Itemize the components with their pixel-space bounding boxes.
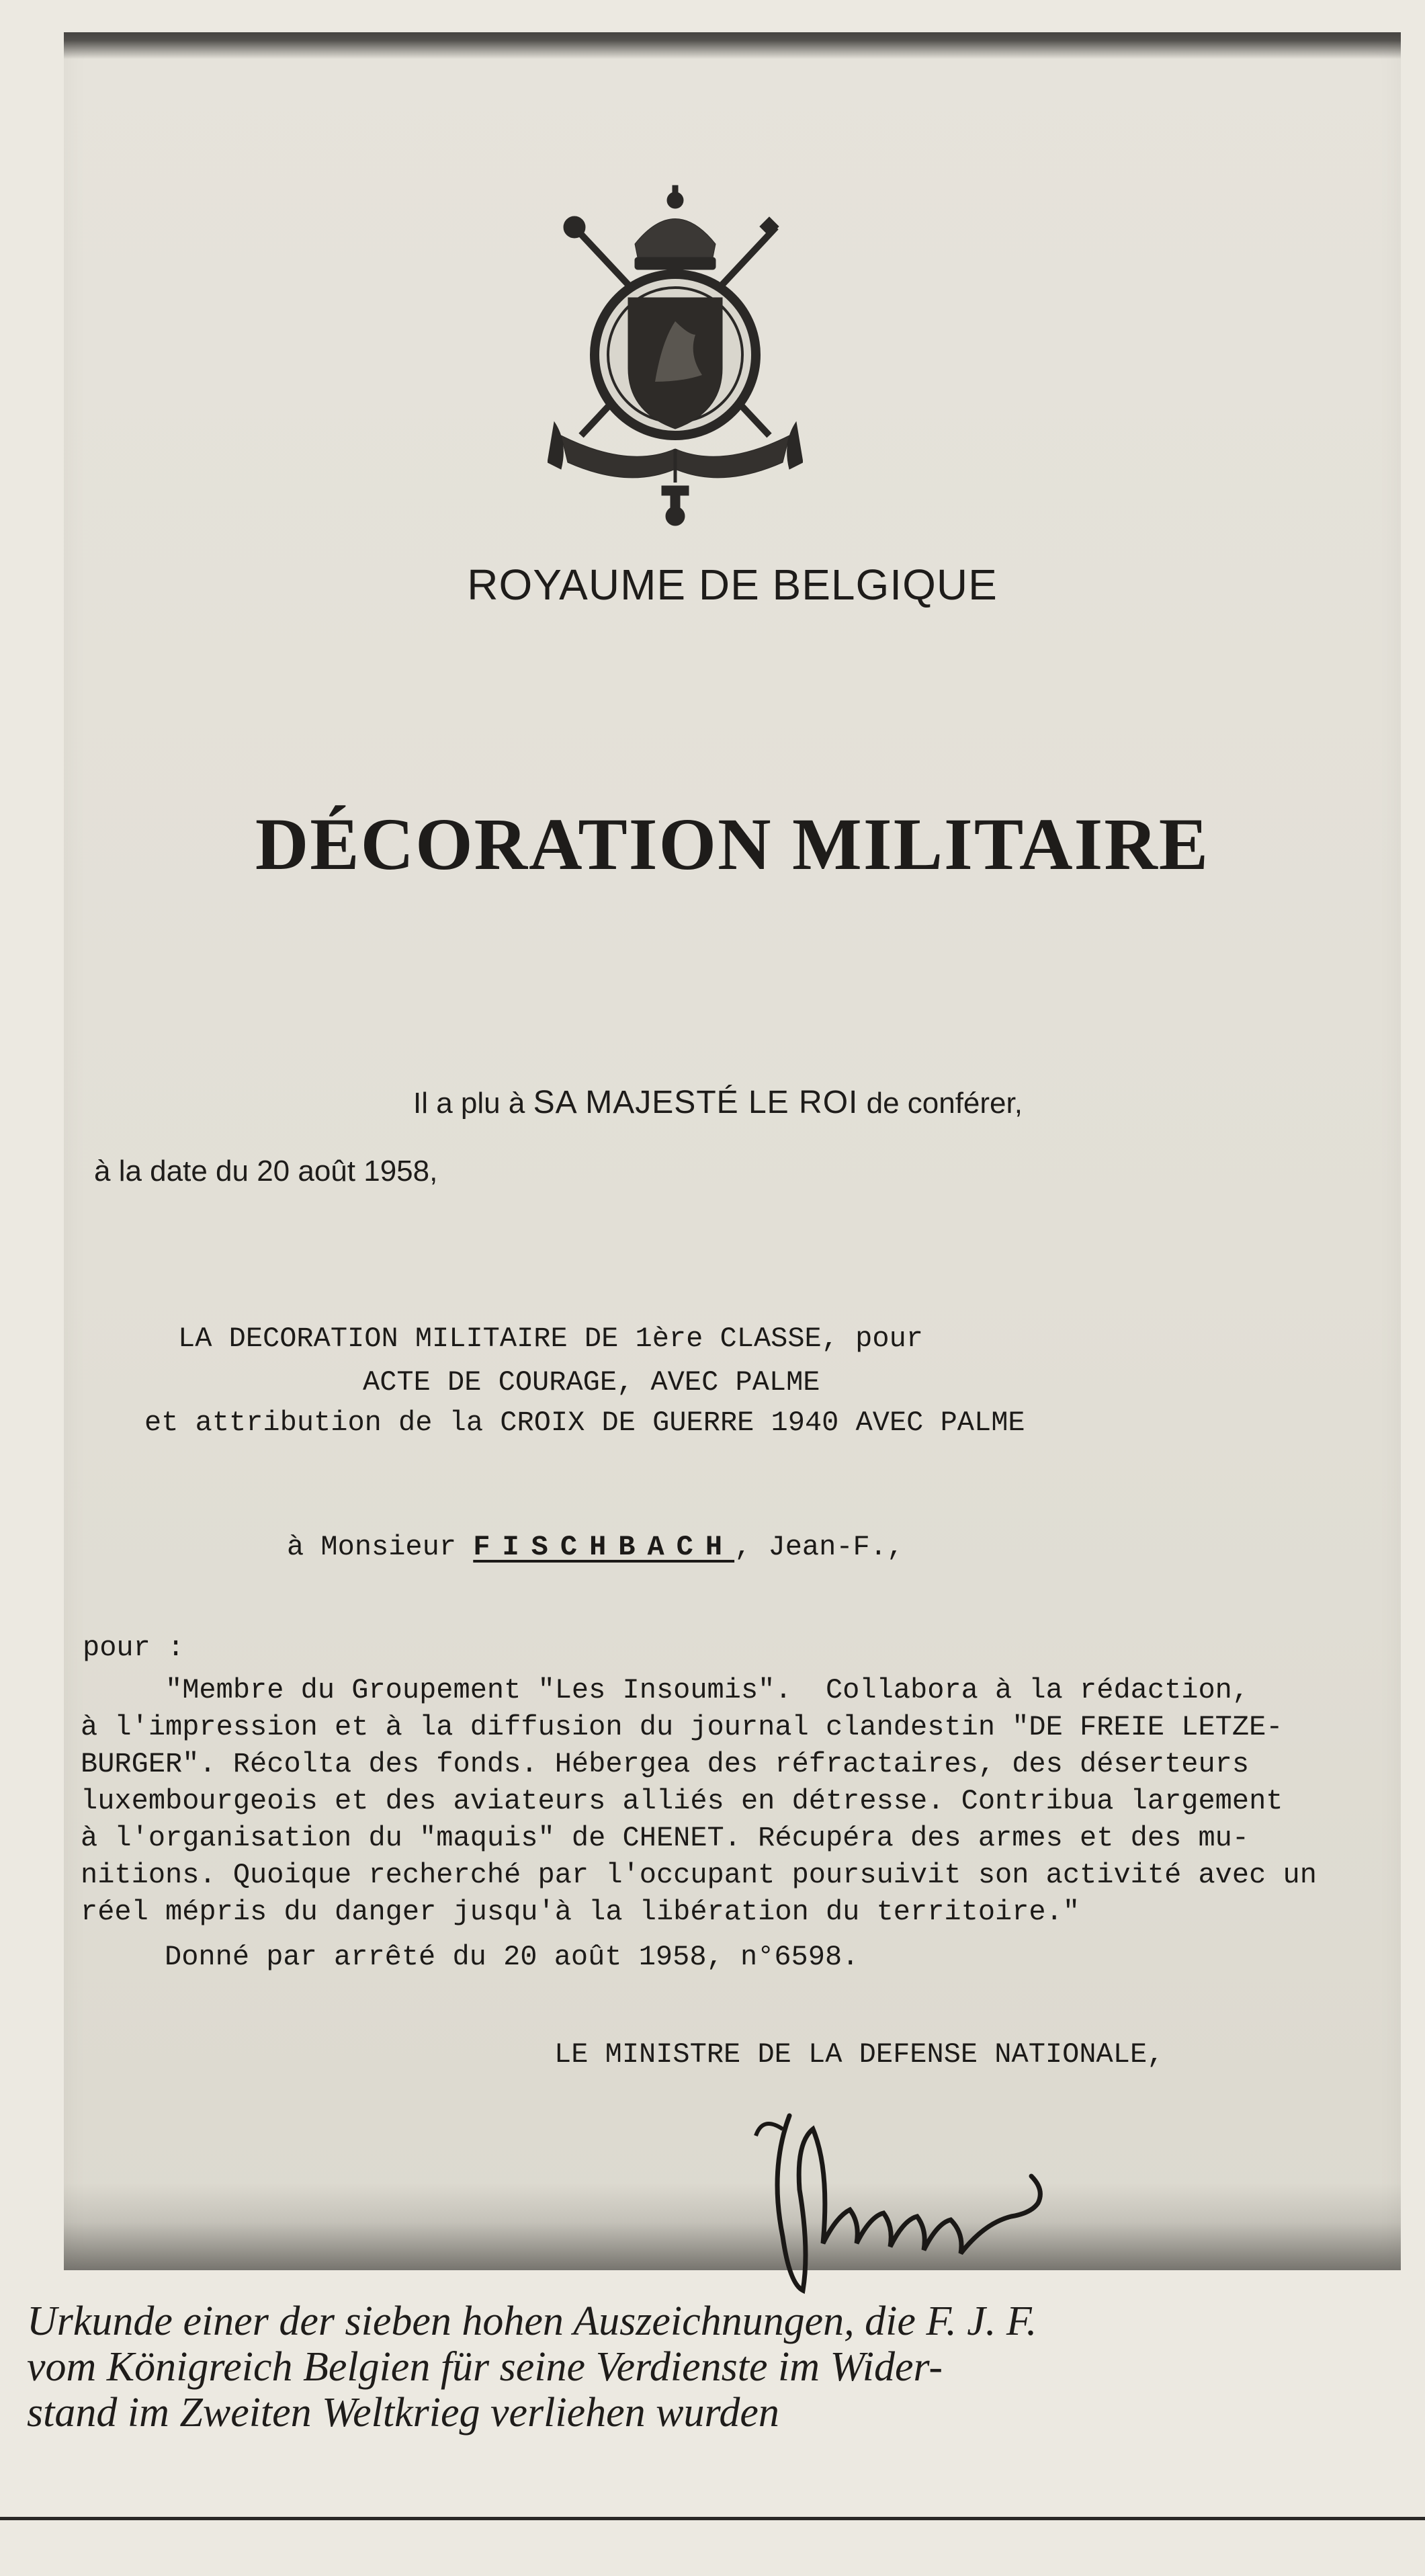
scan-bottom-edge	[64, 2183, 1401, 2270]
minister-title: LE MINISTRE DE LA DEFENSE NATIONALE,	[554, 2038, 1164, 2071]
figure-caption	[27, 2298, 1404, 2436]
recipient-suffix: , Jean-F.,	[734, 1531, 904, 1563]
citation-text	[81, 1672, 1391, 1931]
citation-line: luxembourgeois et des aviateurs alliés en détresse. Contribua largement	[81, 1785, 1283, 1817]
date-line: à la date du 20 août 1958,	[94, 1155, 438, 1188]
caption-line: stand im Zweiten Weltkrieg verliehen wurden	[27, 2390, 779, 2436]
recipient-prefix: à Monsieur	[287, 1531, 474, 1563]
document-title: DÉCORATION MILITAIRE	[255, 803, 1210, 885]
intro-line	[413, 1084, 1023, 1121]
recipient-name: FISCHBACH	[473, 1531, 735, 1563]
certificate-sheet	[64, 32, 1401, 2270]
citation-line: à l'organisation du "maquis" de CHENET. Récupéra des armes et des mu-	[81, 1822, 1250, 1854]
scan-top-edge	[64, 32, 1401, 59]
citation-line: BURGER". Récolta des fonds. Hébergea des réfractaires, des déserteurs	[81, 1748, 1250, 1780]
recipient-line	[287, 1531, 904, 1563]
intro-pre: Il a plu à	[413, 1087, 533, 1120]
pour-label: pour :	[83, 1632, 185, 1664]
intro-caps: SA MAJESTÉ LE ROI	[533, 1085, 859, 1120]
belgian-coat-of-arms-icon	[548, 180, 803, 530]
award-line-1: LA DECORATION MILITAIRE DE 1ère CLASSE, pour	[178, 1323, 923, 1355]
award-line-2: ACTE DE COURAGE, AVEC PALME	[363, 1366, 820, 1399]
decree-line: Donné par arrêté du 20 août 1958, n°6598.	[165, 1941, 859, 1973]
award-line-3: et attribution de la CROIX DE GUERRE 1940 AVEC PALME	[144, 1407, 1025, 1439]
caption-line: Urkunde einer der sieben hohen Auszeichnungen, die F. J. F.	[27, 2298, 1037, 2344]
citation-line: réel mépris du danger jusqu'à la libération du territoire."	[81, 1896, 1080, 1928]
citation-line: nitions. Quoique recherché par l'occupant poursuivit son activité avec un	[81, 1859, 1317, 1891]
citation-line: "Membre du Groupement "Les Insoumis". Collabora à la rédaction,	[81, 1674, 1250, 1706]
bottom-rule	[0, 2517, 1425, 2520]
caption-line: vom Königreich Belgien für seine Verdienste im Wider-	[27, 2344, 943, 2390]
handwritten-signature	[742, 2089, 1119, 2304]
kingdom-heading: ROYAUME DE BELGIQUE	[467, 560, 998, 609]
intro-post: de conférer,	[858, 1087, 1023, 1120]
citation-line: à l'impression et à la diffusion du journal clandestin "DE FREIE LETZE-	[81, 1711, 1283, 1743]
